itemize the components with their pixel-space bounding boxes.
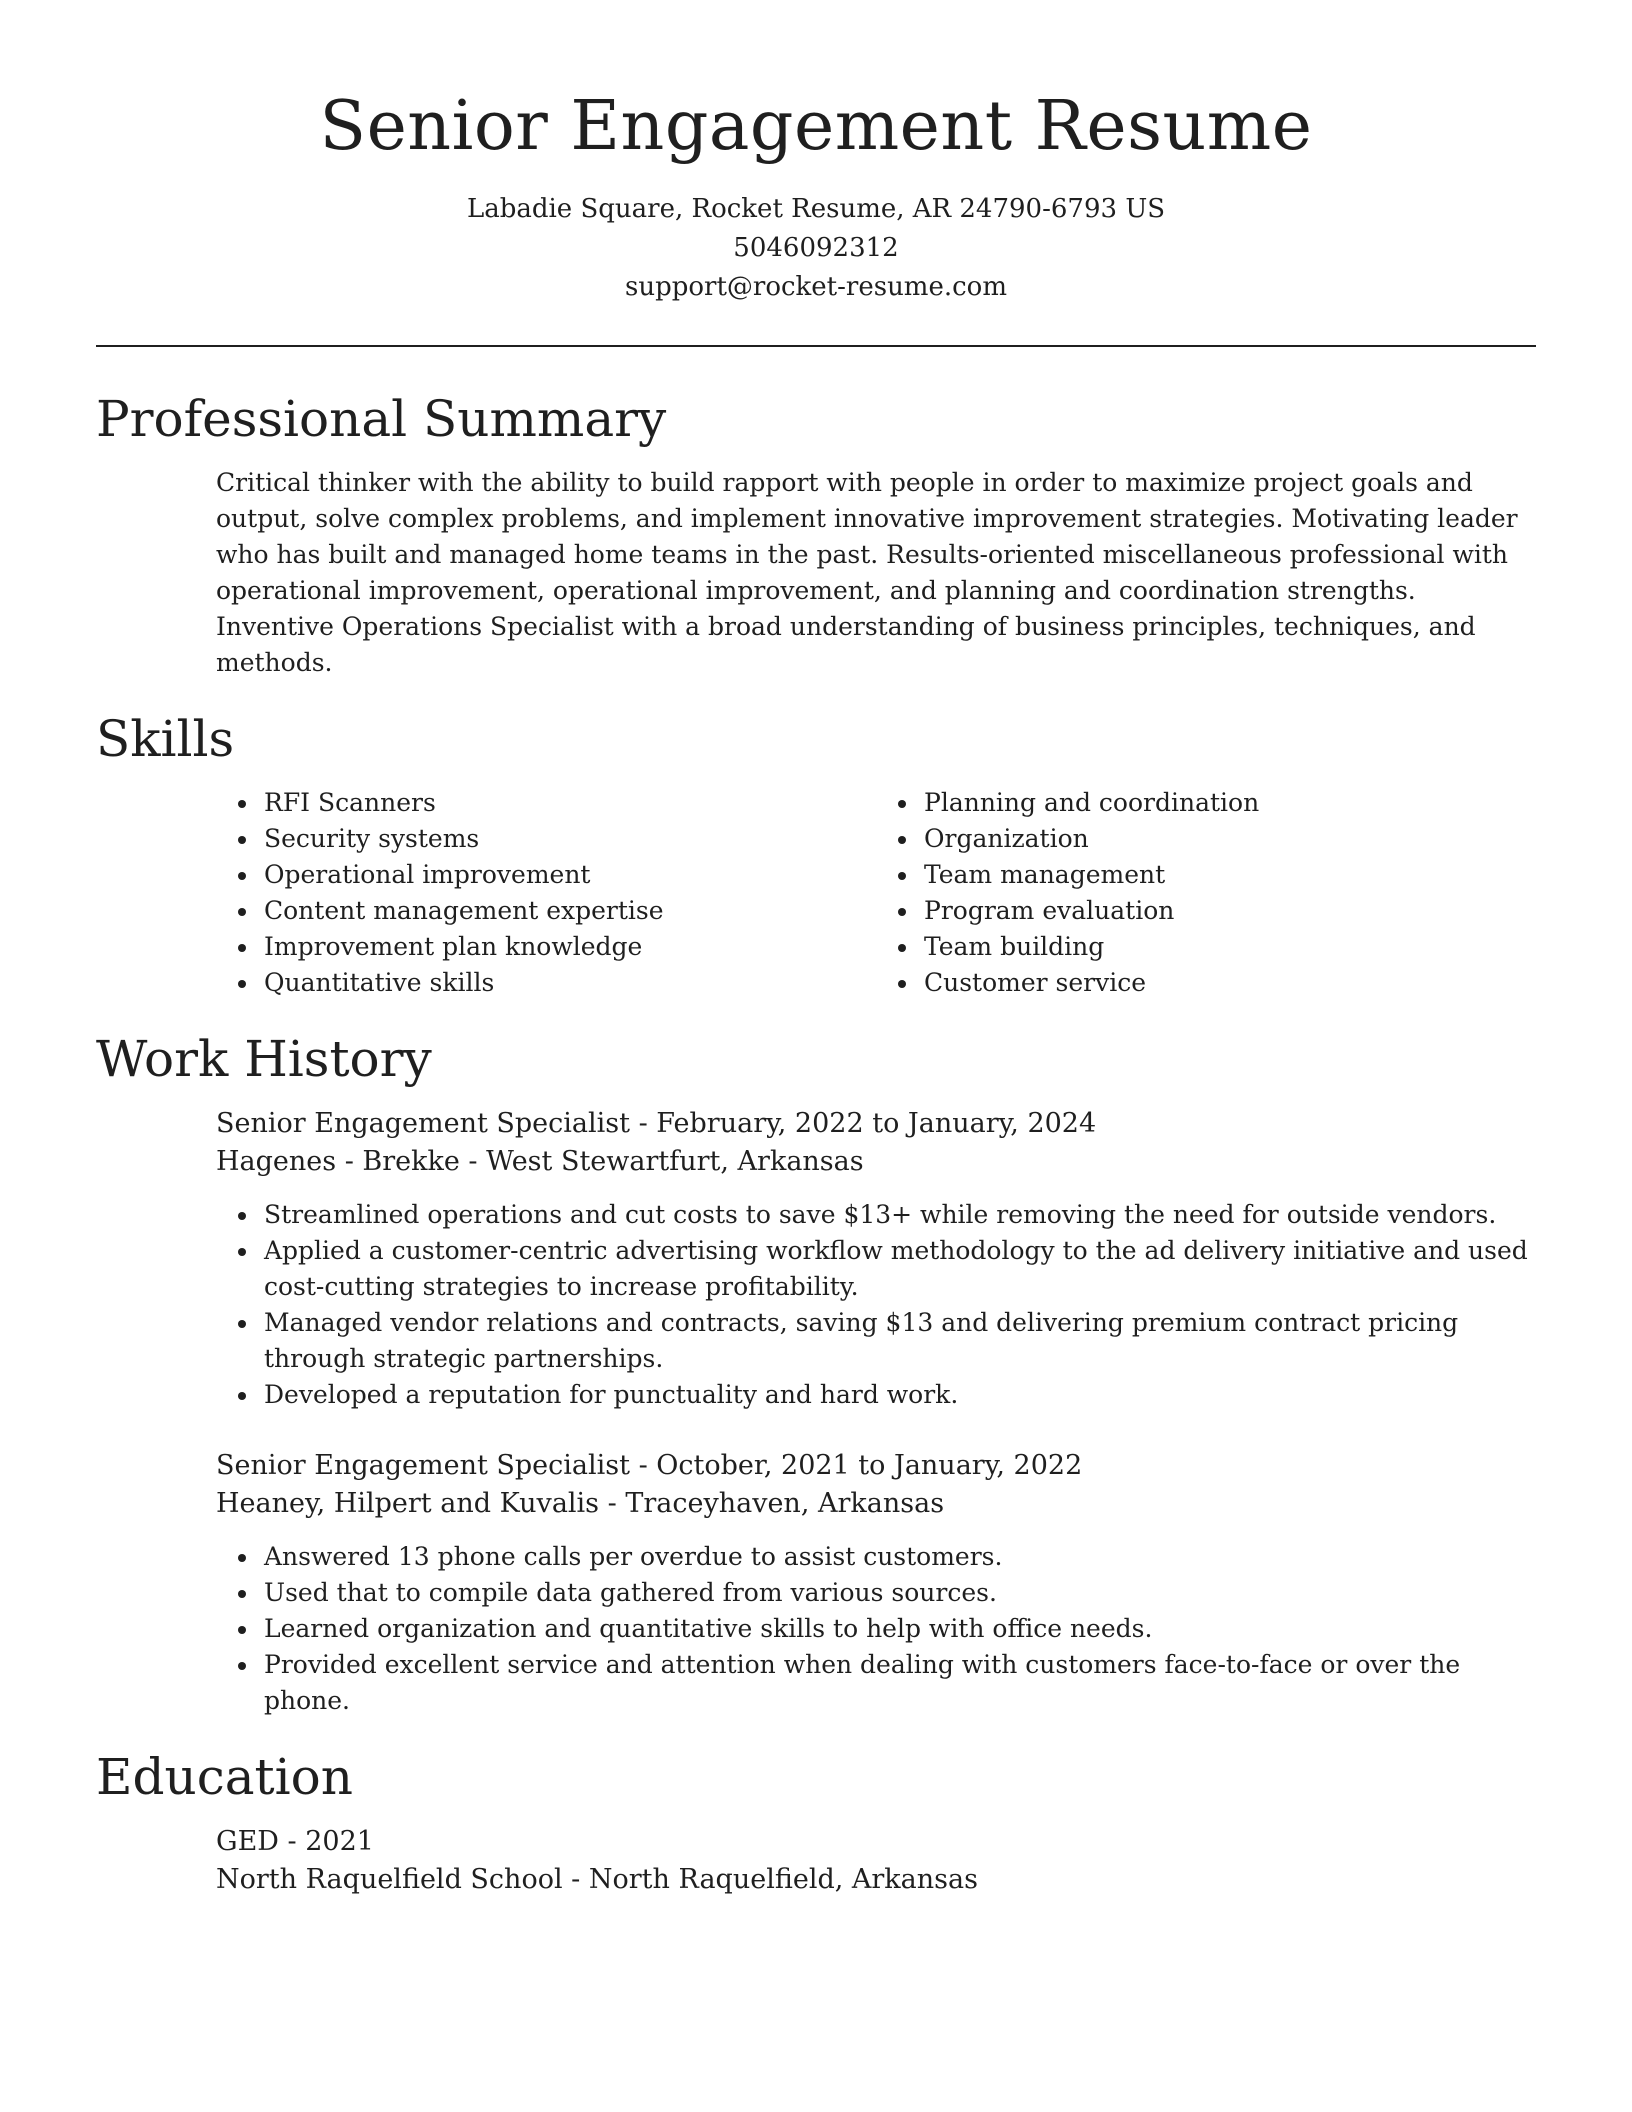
skill-item: • Content management expertise [260, 893, 876, 929]
job-location: West Stewartfurt, Arkansas [486, 1146, 864, 1177]
education-school-line: North Raquelfield School - North Raquelfield, Arkansas [216, 1864, 978, 1895]
education-school: North Raquelfield School [216, 1864, 563, 1895]
contact-block [96, 190, 1536, 307]
education-year: 2021 [305, 1826, 374, 1857]
education-degree-line: GED - 2021 [216, 1826, 374, 1857]
job-bullet: • Learned organization and quantitative skills to help with office needs. [260, 1611, 1536, 1647]
education-degree: GED [216, 1826, 279, 1857]
resume-name: Senior Engagement Resume [319, 87, 1313, 166]
skill-item: • Organization [920, 821, 1536, 857]
contact-email: support@rocket-resume.com [624, 272, 1007, 302]
job-bullets [216, 1539, 1536, 1719]
job-location: Traceyhaven, Arkansas [625, 1488, 945, 1519]
skill-item: • Program evaluation [920, 893, 1536, 929]
job-bullet: • Applied a customer-centric advertising workflow methodology to the ad delivery initiative and used cost-cutting strategies to increase profitability. [260, 1233, 1536, 1305]
job-bullet: • Managed vendor relations and contracts, saving $13 and delivering premium contract pricing through strategic partnerships. [260, 1305, 1536, 1377]
skill-item: • Improvement plan knowledge [260, 929, 876, 965]
education-section [96, 1745, 1536, 1899]
contact-address: Labadie Square, Rocket Resume, AR 24790-6793 US [466, 194, 1166, 224]
skills-grid [216, 785, 1536, 1001]
skills-heading: Skills [96, 710, 235, 768]
resume-header [96, 0, 1536, 307]
education-entry [216, 1823, 1536, 1899]
job-dates: October, 2021 to January, 2022 [656, 1450, 1083, 1481]
skills-column-left [216, 785, 876, 1001]
job-title: Senior Engagement Specialist [216, 1108, 630, 1139]
job-company: Hagenes - Brekke [216, 1146, 460, 1177]
work-history-section [96, 1027, 1536, 1719]
skill-item: • RFI Scanners [260, 785, 876, 821]
job-dates: February, 2022 to January, 2024 [656, 1108, 1097, 1139]
skills-section [96, 707, 1536, 1001]
contact-phone: 5046092312 [733, 233, 899, 263]
job-company-line: Hagenes - Brekke - West Stewartfurt, Arkansas [216, 1146, 864, 1177]
job-bullet: • Provided excellent service and attention when dealing with customers face-to-face or over the phone. [260, 1647, 1536, 1719]
skill-item: • Planning and coordination [920, 785, 1536, 821]
summary-section [96, 387, 1536, 681]
job-bullet: • Answered 13 phone calls per overdue to assist customers. [260, 1539, 1536, 1575]
job-company-line: Heaney, Hilpert and Kuvalis - Traceyhaven, Arkansas [216, 1488, 945, 1519]
skill-item: • Team building [920, 929, 1536, 965]
skills-column-right [876, 785, 1536, 1001]
skill-item: • Customer service [920, 965, 1536, 1001]
job-company: Heaney, Hilpert and Kuvalis [216, 1488, 600, 1519]
job-bullet: • Used that to compile data gathered from various sources. [260, 1575, 1536, 1611]
job-bullet: • Streamlined operations and cut costs to save $13+ while removing the need for outside vendors. [260, 1197, 1536, 1233]
job-title-line: Senior Engagement Specialist - October, 2021 to January, 2022 [216, 1450, 1083, 1481]
education-location: North Raquelfield, Arkansas [588, 1864, 978, 1895]
skill-item: • Operational improvement [260, 857, 876, 893]
summary-text: Critical thinker with the ability to build rapport with people in order to maximize project goals and output, solve complex problems, and implement innovative improvement strategies. Motivating leader who has built and managed home teams in the past. Results-oriented miscellaneous professional with operational improvement, operational improvement, and planning and coordination strengths. Inventive Operations Specialist with a broad understanding of business principles, techniques, and methods. [216, 468, 1518, 677]
job-entry [216, 1105, 1536, 1181]
summary-heading: Professional Summary [96, 390, 667, 448]
job-bullet: • Developed a reputation for punctuality and hard work. [260, 1377, 1536, 1413]
skill-item: • Team management [920, 857, 1536, 893]
job-entry [216, 1447, 1536, 1523]
skill-item: • Quantitative skills [260, 965, 876, 1001]
header-divider [96, 345, 1536, 347]
skill-item: • Security systems [260, 821, 876, 857]
job-title: Senior Engagement Specialist [216, 1450, 630, 1481]
job-bullets [216, 1197, 1536, 1413]
job-title-line: Senior Engagement Specialist - February, 2022 to January, 2024 [216, 1108, 1097, 1139]
education-heading: Education [96, 1748, 353, 1806]
work-history-heading: Work History [96, 1030, 432, 1088]
